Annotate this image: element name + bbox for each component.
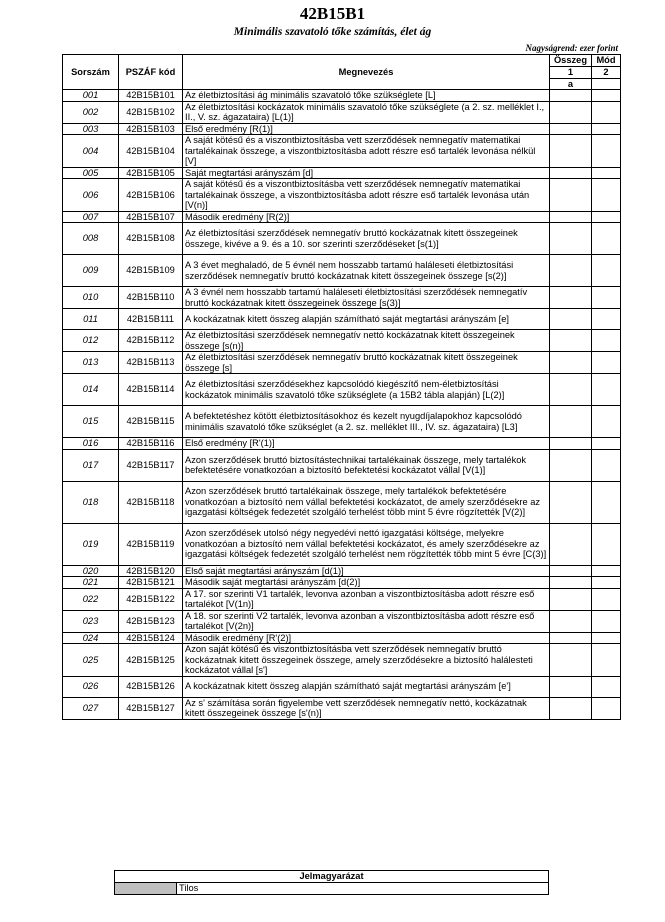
table-row [63, 167, 621, 179]
row-code: 42B15B109 [119, 255, 183, 287]
row-number: 012 [63, 330, 119, 352]
table-row [63, 309, 621, 330]
osszeg-cell[interactable] [550, 577, 592, 589]
row-code: 42B15B117 [119, 449, 183, 481]
legend-item-tilos: Tilos [177, 883, 549, 895]
legend-table [114, 870, 549, 895]
table-row [63, 352, 621, 374]
osszeg-cell[interactable] [550, 179, 592, 212]
row-number: 001 [63, 90, 119, 102]
table-row [63, 481, 621, 523]
header-pszaf-kod: PSZÁF kód [119, 55, 183, 90]
mod-cell[interactable] [592, 255, 621, 287]
mod-cell[interactable] [592, 309, 621, 330]
form-subtitle: Minimális szavatoló tőke számítás, élet ág [233, 26, 432, 38]
row-code: 42B15B127 [119, 697, 183, 719]
row-number: 022 [63, 588, 119, 610]
osszeg-cell[interactable] [550, 632, 592, 644]
table-row [63, 565, 621, 577]
row-number: 026 [63, 676, 119, 697]
row-code: 42B15B116 [119, 438, 183, 450]
osszeg-cell[interactable] [550, 255, 592, 287]
mod-cell[interactable] [592, 577, 621, 589]
row-description: A saját kötésű és a viszontbiztosításba vett szerződések nemnegatív matematikai tartalékainak összege, a viszontbiztosításba adott részre eső tartalék levonása után [V(n)] [183, 179, 550, 212]
row-code: 42B15B110 [119, 287, 183, 309]
row-number: 006 [63, 179, 119, 212]
row-code: 42B15B125 [119, 644, 183, 677]
row-number: 015 [63, 406, 119, 438]
row-number: 018 [63, 481, 119, 523]
header-osszeg: Összeg [550, 55, 592, 67]
row-code: 42B15B113 [119, 352, 183, 374]
osszeg-cell[interactable] [550, 167, 592, 179]
header-mod: Mód [592, 55, 621, 67]
row-code: 42B15B102 [119, 101, 183, 123]
row-description: Második saját megtartási arányszám [d(2)] [183, 577, 550, 589]
mod-cell[interactable] [592, 523, 621, 565]
row-description: Az s' számítása során figyelembe vett szerződések nemnegatív nettó, kockázatnak kitett összegeinek összege [s'(n)] [183, 697, 550, 719]
row-description: Az életbiztosítási kockázatok minimális szavatoló tőke szükséglete (a 2. sz. melléklet I., II., V. sz. ágazataira) [L(1)] [183, 101, 550, 123]
osszeg-cell[interactable] [550, 374, 592, 406]
row-code: 42B15B108 [119, 223, 183, 255]
mod-cell[interactable] [592, 101, 621, 123]
table-row [63, 632, 621, 644]
table-row [63, 644, 621, 677]
row-description: Második eredmény [R(2)] [183, 211, 550, 223]
table-row [63, 330, 621, 352]
row-number: 010 [63, 287, 119, 309]
table-row [63, 255, 621, 287]
row-code: 42B15B101 [119, 90, 183, 102]
row-code: 42B15B119 [119, 523, 183, 565]
row-code: 42B15B126 [119, 676, 183, 697]
row-description: A kockázatnak kitett összeg alapján számítható saját megtartási arányszám [e] [183, 309, 550, 330]
mod-cell[interactable] [592, 135, 621, 168]
row-code: 42B15B112 [119, 330, 183, 352]
row-description: A 17. sor szerinti V1 tartalék, levonva azonban a viszontbiztosításba adott részre eső tartalékot [V(1n)] [183, 588, 550, 610]
unit-note: Nagyságrend: ezer forint [525, 43, 618, 53]
mod-cell[interactable] [592, 588, 621, 610]
row-number: 005 [63, 167, 119, 179]
row-description: Az életbiztosítási szerződések nemnegatív bruttó kockázatnak kitett összegeinek összege, kivéve a 9. és a 10. sor szerinti szerződéseket [s(1)] [183, 223, 550, 255]
row-description: Az életbiztosítási szerződések nemnegatív bruttó kockázatnak kitett összegeinek összege [s] [183, 352, 550, 374]
table-row [63, 610, 621, 632]
mod-cell[interactable] [592, 287, 621, 309]
header-mod-sub [592, 78, 621, 90]
mod-cell[interactable] [592, 632, 621, 644]
osszeg-cell[interactable] [550, 135, 592, 168]
osszeg-cell[interactable] [550, 352, 592, 374]
osszeg-cell[interactable] [550, 101, 592, 123]
row-code: 42B15B121 [119, 577, 183, 589]
table-row [63, 374, 621, 406]
row-number: 017 [63, 449, 119, 481]
table-row [63, 211, 621, 223]
osszeg-cell[interactable] [550, 697, 592, 719]
row-number: 021 [63, 577, 119, 589]
mod-cell[interactable] [592, 223, 621, 255]
row-number: 013 [63, 352, 119, 374]
osszeg-cell[interactable] [550, 223, 592, 255]
row-number: 025 [63, 644, 119, 677]
row-description: Az életbiztosítási szerződések nemnegatív nettó kockázatnak kitett összegeinek összege [s(n)] [183, 330, 550, 352]
row-description: Első eredmény [R(1)] [183, 123, 550, 135]
osszeg-cell[interactable] [550, 211, 592, 223]
osszeg-cell[interactable] [550, 330, 592, 352]
row-description: A saját kötésű és a viszontbiztosításba vett szerződések nemnegatív matematikai tartalékainak összege, a viszontbiztosításba adott részre eső tartalék levonása nélkül [V] [183, 135, 550, 168]
mod-cell[interactable] [592, 167, 621, 179]
row-code: 42B15B118 [119, 481, 183, 523]
mod-cell[interactable] [592, 374, 621, 406]
osszeg-cell[interactable] [550, 676, 592, 697]
header-sorszam: Sorszám [63, 55, 119, 90]
form-title: 42B15B1 [299, 4, 366, 23]
table-row [63, 123, 621, 135]
mod-cell[interactable] [592, 644, 621, 677]
table-row [63, 697, 621, 719]
row-number: 027 [63, 697, 119, 719]
osszeg-cell[interactable] [550, 588, 592, 610]
mod-cell[interactable] [592, 481, 621, 523]
header-megnevezes: Megnevezés [183, 55, 550, 90]
table-row [63, 577, 621, 589]
row-number: 011 [63, 309, 119, 330]
row-code: 42B15B105 [119, 167, 183, 179]
osszeg-cell[interactable] [550, 523, 592, 565]
mod-cell[interactable] [592, 179, 621, 212]
row-number: 002 [63, 101, 119, 123]
row-code: 42B15B103 [119, 123, 183, 135]
mod-cell[interactable] [592, 90, 621, 102]
table-row [63, 523, 621, 565]
osszeg-cell[interactable] [550, 644, 592, 677]
legend-swatch-tilos [115, 883, 177, 895]
row-description: Azon szerződések utolsó négy negyedévi nettó igazgatási költsége, melyekre vonatkozóan a biztosító nem vállal befektetési kockázatot, és amely szerződésekre az igazgatási költségek fedezetét szolgáló terhelést nem rögzítették több mint 5 évre [C(3)] [183, 523, 550, 565]
table-body [63, 90, 621, 720]
table-row [63, 449, 621, 481]
row-description: Azon szerződések bruttó tartalékainak összege, mely tartalékok befektetésére vonatkozóan a biztosító nem vállal befektetési kockázatot, de amely szerződésekre az igazgatási költségek fedezetét szolgáló terhelést több mint 5 évre rögzítették [V(2)] [183, 481, 550, 523]
osszeg-cell[interactable] [550, 565, 592, 577]
row-description: Azon saját kötésű és viszontbiztosításba vett szerződések nemnegatív bruttó kockázatnak kitett összegeinek összege, amely szerződésekre a biztosító halálesteti kockázatot vállal [s'] [183, 644, 550, 677]
row-description: Saját megtartási arányszám [d] [183, 167, 550, 179]
row-number: 007 [63, 211, 119, 223]
row-code: 42B15B115 [119, 406, 183, 438]
row-description: Első eredmény [R'(1)] [183, 438, 550, 450]
main-table [62, 54, 621, 720]
row-number: 016 [63, 438, 119, 450]
header-mod-number: 2 [592, 67, 621, 79]
table-row [63, 406, 621, 438]
row-number: 003 [63, 123, 119, 135]
row-description: A 3 évet meghaladó, de 5 évnél nem hosszabb tartamú haláleseti életbiztosítási szerződések nemnegatív bruttó kockázatnak kitett összegeinek összege [s(2)] [183, 255, 550, 287]
legend-title: Jelmagyarázat [115, 871, 549, 883]
mod-cell[interactable] [592, 565, 621, 577]
mod-cell[interactable] [592, 211, 621, 223]
row-number: 019 [63, 523, 119, 565]
mod-cell[interactable] [592, 697, 621, 719]
osszeg-cell[interactable] [550, 610, 592, 632]
osszeg-cell[interactable] [550, 287, 592, 309]
mod-cell[interactable] [592, 676, 621, 697]
osszeg-cell[interactable] [550, 438, 592, 450]
table-row [63, 223, 621, 255]
row-number: 020 [63, 565, 119, 577]
row-code: 42B15B120 [119, 565, 183, 577]
table-row [63, 287, 621, 309]
row-number: 024 [63, 632, 119, 644]
row-description: Az életbiztosítási ág minimális szavatoló tőke szükséglete [L] [183, 90, 550, 102]
osszeg-cell[interactable] [550, 123, 592, 135]
osszeg-cell[interactable] [550, 481, 592, 523]
row-code: 42B15B123 [119, 610, 183, 632]
row-number: 008 [63, 223, 119, 255]
row-code: 42B15B124 [119, 632, 183, 644]
mod-cell[interactable] [592, 330, 621, 352]
osszeg-cell[interactable] [550, 90, 592, 102]
row-description: A befektetéshez kötött életbiztosításokhoz és kezelt nyugdíjalapokhoz kapcsolódó minimális szavatoló tőke szükséglet (a 2. sz. melléklet III., IV. sz. ágazataira) [L3] [183, 406, 550, 438]
mod-cell[interactable] [592, 123, 621, 135]
row-code: 42B15B106 [119, 179, 183, 212]
row-code: 42B15B104 [119, 135, 183, 168]
table-row [63, 438, 621, 450]
mod-cell[interactable] [592, 406, 621, 438]
table-row [63, 101, 621, 123]
table-row [63, 676, 621, 697]
osszeg-cell[interactable] [550, 406, 592, 438]
mod-cell[interactable] [592, 352, 621, 374]
row-number: 014 [63, 374, 119, 406]
mod-cell[interactable] [592, 438, 621, 450]
mod-cell[interactable] [592, 449, 621, 481]
table-row [63, 90, 621, 102]
row-description: A 3 évnél nem hosszabb tartamú haláleseti életbiztosítási szerződések nemnegatív bruttó kockázatnak kitett összegeinek összege [s(3)] [183, 287, 550, 309]
osszeg-cell[interactable] [550, 449, 592, 481]
row-description: Az életbiztosítási szerződésekhez kapcsolódó kiegészítő nem-életbiztosítási kockázatok minimális szavatoló tőke szükséglete (a 15B2 tábla alapján) [L(2)] [183, 374, 550, 406]
row-description: Második eredmény [R'(2)] [183, 632, 550, 644]
row-code: 42B15B122 [119, 588, 183, 610]
row-number: 004 [63, 135, 119, 168]
row-code: 42B15B107 [119, 211, 183, 223]
row-code: 42B15B111 [119, 309, 183, 330]
osszeg-cell[interactable] [550, 309, 592, 330]
table-row [63, 135, 621, 168]
table-row [63, 588, 621, 610]
mod-cell[interactable] [592, 610, 621, 632]
row-description: A kockázatnak kitett összeg alapján számítható saját megtartási arányszám [e'] [183, 676, 550, 697]
header-osszeg-sub: a [550, 78, 592, 90]
header-osszeg-number: 1 [550, 67, 592, 79]
row-number: 023 [63, 610, 119, 632]
row-number: 009 [63, 255, 119, 287]
row-description: Első saját megtartási arányszám [d(1)] [183, 565, 550, 577]
row-description: A 18. sor szerinti V2 tartalék, levonva azonban a viszontbiztosításba adott részre eső tartalékot [V(2n)] [183, 610, 550, 632]
row-code: 42B15B114 [119, 374, 183, 406]
table-row [63, 179, 621, 212]
row-description: Azon szerződések bruttó biztosítástechnikai tartalékainak összege, mely tartalékok befektetésére vonatkozóan a biztosító befektetési kockázatot vállal [V(1)] [183, 449, 550, 481]
